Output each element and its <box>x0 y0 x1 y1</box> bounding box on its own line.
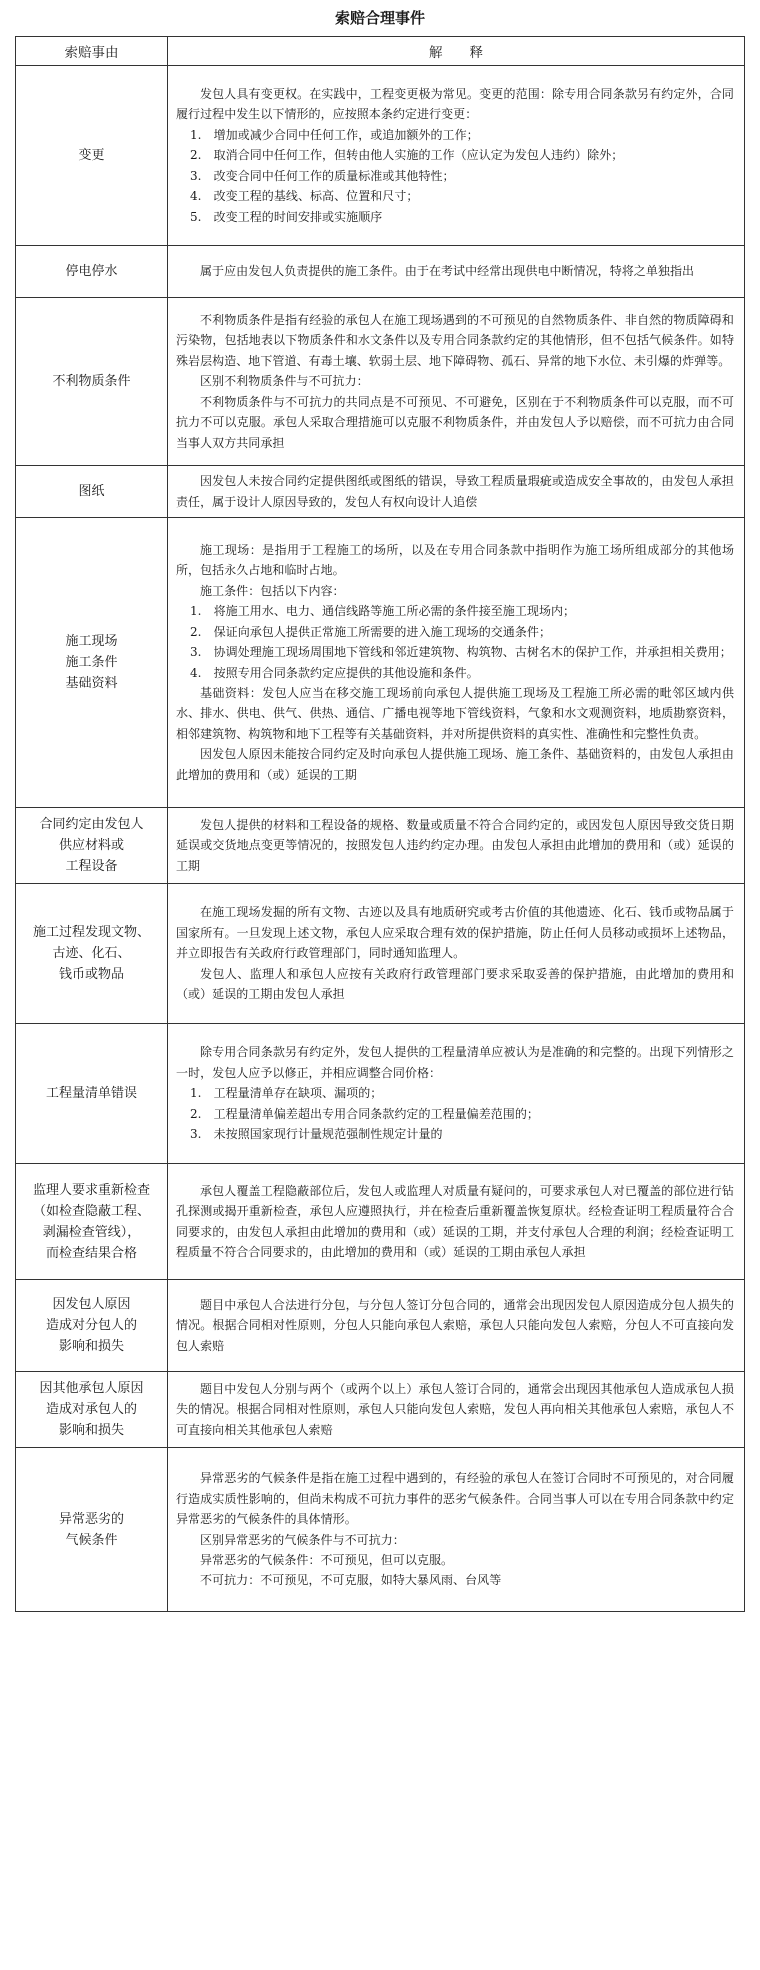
claims-table <box>15 36 745 1612</box>
explanation-paragraph: 区别异常恶劣的气候条件与不可抗力： <box>200 1532 405 1547</box>
table-row <box>16 298 745 466</box>
explanation-paragraph: 发包人提供的材料和工程设备的规格、数量或质量不符合合同约定的，或因发包人原因导致交货日期延误或交货地点变更等情况的，按照发包人违约约定办理。由发包人承担由此增加的费用和（或）延误的工期 <box>176 817 734 873</box>
claim-explanation <box>168 246 745 298</box>
claim-reason: 变更 <box>16 66 168 246</box>
explanation-paragraph: 3. 改变合同中任何工作的质量标准或其他特性； <box>190 168 455 183</box>
table-row <box>16 1448 745 1612</box>
claim-explanation <box>168 808 745 884</box>
explanation-paragraph: 2. 保证向承包人提供正常施工所需要的进入施工现场的交通条件； <box>190 624 552 639</box>
explanation-paragraph: 异常恶劣的气候条件：不可预见，但可以克服。 <box>200 1552 454 1567</box>
table-row <box>16 66 745 246</box>
explanation-paragraph: 发包人具有变更权。在实践中，工程变更极为常见。变更的范围：除专用合同条款另有约定外，合同履行过程中发生以下情形的，应按照本条约定进行变更： <box>176 87 734 122</box>
explanation-paragraph: 因发包人原因未能按合同约定及时向承包人提供施工现场、施工条件、基础资料的，由发包人承担由此增加的费用和（或）延误的工期 <box>176 747 734 782</box>
table-row <box>16 246 745 298</box>
claim-reason: 因其他承包人原因 造成对承包人的 影响和损失 <box>16 1372 168 1448</box>
explanation-paragraph: 不利物质条件是指有经验的承包人在施工现场遇到的不可预见的自然物质条件、非自然的物质障碍和污染物，包括地表以下物质条件和水文条件以及专用合同条款约定的其他情形，但不包括气候条件。如特殊岩层构造、地下管道、有毒土壤、软弱土层、地下障碍物、孤石、异常的地下水位、未引爆的炸弹等。 <box>176 313 734 368</box>
explanation-paragraph: 3. 协调处理施工现场周围地下管线和邻近建筑物、构筑物、古树名木的保护工作，并承担相关费用； <box>190 645 732 660</box>
claim-explanation <box>168 1164 745 1280</box>
explanation-paragraph: 基础资料：发包人应当在移交施工现场前向承包人提供施工现场及工程施工所必需的毗邻区域内供水、排水、供电、供气、供热、通信、广播电视等地下管线资料，气象和水文观测资料，地质勘察资料，相邻建筑物、构筑物和地下工程等有关基础资料，并对所提供资料的真实性、准确性和完整性负责。 <box>176 685 734 741</box>
explanation-paragraph: 3. 未按照国家现行计量规范强制性规定计量的 <box>190 1127 443 1142</box>
explanation-paragraph: 不利物质条件与不可抗力的共同点是不可预见、不可避免，区别在于不利物质条件可以克服，而不可抗力不可以克服。承包人采取合理措施可以克服不利物质条件，并由发包人予以赔偿，而不可抗力由合同当事人双方共同承担 <box>176 394 734 450</box>
explanation-paragraph: 承包人覆盖工程隐蔽部位后，发包人或监理人对质量有疑问的，可要求承包人对已覆盖的部位进行钻孔探测或揭开重新检查，承包人应遵照执行，并在检查后重新覆盖恢复原状。经检查证明工程质量符合合同要求的，由发包人承担由此增加的费用和（或）延误的工期，并支付承包人合理的利润；经检查证明工程质量不符合合同要求的，由此增加的费用和（或）延误的工期由承包人承担 <box>176 1183 734 1259</box>
claim-explanation <box>168 298 745 466</box>
claim-reason: 施工过程发现文物、 古迹、化石、 钱币或物品 <box>16 884 168 1024</box>
table-row <box>16 518 745 808</box>
explanation-paragraph: 2. 取消合同中任何工作，但转由他人实施的工作（应认定为发包人违约）除外； <box>190 148 624 163</box>
claim-explanation <box>168 1280 745 1372</box>
explanation-paragraph: 1. 将施工用水、电力、通信线路等施工所必需的条件接至施工现场内； <box>190 604 576 619</box>
claim-explanation <box>168 66 745 246</box>
claim-reason: 工程量清单错误 <box>16 1024 168 1164</box>
table-header-row <box>16 37 745 66</box>
explanation-paragraph: 在施工现场发掘的所有文物、古迹以及具有地质研究或考古价值的其他遗迹、化石、钱币或物品属于国家所有。一旦发现上述文物，承包人应采取合理有效的保护措施，防止任何人员移动或损坏上述物品，并立即报告有关政府行政管理部门，同时通知监理人。 <box>176 905 734 961</box>
explanation-paragraph: 区别不利物质条件与不可抗力： <box>200 374 369 389</box>
claim-explanation <box>168 1372 745 1448</box>
claim-explanation <box>168 1448 745 1612</box>
explanation-paragraph: 不可抗力：不可预见，不可克服，如特大暴风雨、台风等 <box>200 1573 502 1588</box>
explanation-paragraph: 施工条件：包括以下内容： <box>200 583 345 598</box>
claim-reason: 图纸 <box>16 466 168 518</box>
explanation-paragraph: 1. 增加或减少合同中任何工作，或追加额外的工作； <box>190 127 479 142</box>
explanation-paragraph: 因发包人未按合同约定提供图纸或图纸的错误，导致工程质量瑕疵或造成安全事故的，由发包人承担责任，属于设计人原因导致的，发包人有权向设计人追偿 <box>176 474 734 509</box>
claim-reason: 因发包人原因 造成对分包人的 影响和损失 <box>16 1280 168 1372</box>
table-row <box>16 1024 745 1164</box>
explanation-paragraph: 题目中发包人分别与两个（或两个以上）承包人签订合同的，通常会出现因其他承包人造成承包人损失的情况。根据合同相对性原则，承包人只能向发包人索赔，发包人再向相关其他承包人索赔，承包人不可直接向相关其他承包人索赔 <box>176 1381 734 1437</box>
claim-reason: 合同约定由发包人 供应材料或 工程设备 <box>16 808 168 884</box>
explanation-paragraph: 题目中承包人合法进行分包，与分包人签订分包合同的，通常会出现因发包人原因造成分包人损失的情况。根据合同相对性原则，分包人只能向承包人索赔，承包人只能向发包人索赔，分包人不可直接向发包人索赔 <box>176 1297 734 1353</box>
claim-reason: 停电停水 <box>16 246 168 298</box>
claim-reason: 施工现场 施工条件 基础资料 <box>16 518 168 808</box>
header-explanation: 解 释 <box>168 37 745 66</box>
claim-reason: 异常恶劣的 气候条件 <box>16 1448 168 1612</box>
claim-reason: 监理人要求重新检查 （如检查隐蔽工程、 剥漏检查管线）， 而检查结果合格 <box>16 1164 168 1280</box>
header-reason: 索赔事由 <box>16 37 168 66</box>
table-row <box>16 1280 745 1372</box>
claim-explanation <box>168 466 745 518</box>
claim-reason: 不利物质条件 <box>16 298 168 466</box>
table-row <box>16 884 745 1024</box>
claim-explanation <box>168 518 745 808</box>
explanation-paragraph: 发包人、监理人和承包人应按有关政府行政管理部门要求采取妥善的保护措施，由此增加的费用和（或）延误的工期由发包人承担 <box>176 966 734 1002</box>
table-title: 索赔合理事件 <box>334 9 425 27</box>
table-row <box>16 1164 745 1280</box>
explanation-paragraph: 4. 按照专用合同条款约定应提供的其他设施和条件。 <box>190 665 479 680</box>
explanation-paragraph: 4. 改变工程的基线、标高、位置和尺寸； <box>190 189 419 204</box>
explanation-paragraph: 2. 工程量清单偏差超出专用合同条款约定的工程量偏差范围的； <box>190 1106 539 1121</box>
claim-explanation <box>168 884 745 1024</box>
explanation-paragraph: 5. 改变工程的时间安排或实施顺序 <box>190 209 383 224</box>
table-body <box>16 66 745 1612</box>
explanation-paragraph: 除专用合同条款另有约定外，发包人提供的工程量清单应被认为是准确的和完整的。出现下列情形之一时，发包人应予以修正，并相应调整合同价格： <box>176 1045 734 1080</box>
explanation-paragraph: 异常恶劣的气候条件是指在施工过程中遇到的，有经验的承包人在签订合同时不可预见的，对合同履行造成实质性影响的，但尚未构成不可抗力事件的恶劣气候条件。合同当事人可以在专用合同条款中约定异常恶劣的气候条件的具体情形。 <box>176 1471 734 1527</box>
table-row <box>16 808 745 884</box>
explanation-paragraph: 属于应由发包人负责提供的施工条件。由于在考试中经常出现供电中断情况，特将之单独指出 <box>200 264 695 279</box>
explanation-paragraph: 1. 工程量清单存在缺项、漏项的； <box>190 1086 383 1101</box>
claim-explanation <box>168 1024 745 1164</box>
explanation-paragraph: 施工现场：是指用于工程施工的场所，以及在专用合同条款中指明作为施工场所组成部分的其他场所，包括永久占地和临时占地。 <box>176 543 734 578</box>
table-row <box>16 1372 745 1448</box>
table-row <box>16 466 745 518</box>
